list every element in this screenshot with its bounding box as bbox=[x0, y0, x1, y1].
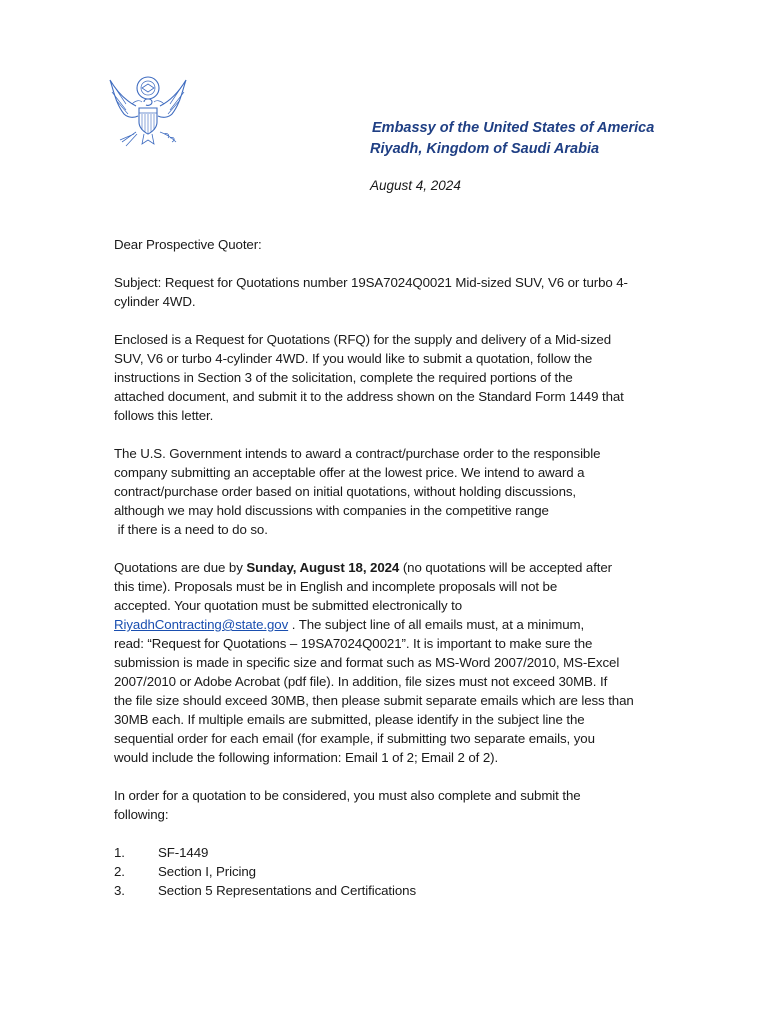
requirements-intro: In order for a quotation to be considered, you must also complete and submit the following: bbox=[114, 788, 581, 822]
subject-paragraph: Subject: Request for Quotations number 19SA7024Q0021 Mid-sized SUV, V6 or turbo 4- cylinder 4WD. bbox=[114, 275, 628, 309]
letterhead bbox=[372, 118, 654, 160]
list-item: 1. SF-1449 bbox=[114, 845, 209, 860]
salutation: Dear Prospective Quoter: bbox=[114, 237, 262, 252]
contracting-email-link[interactable]: RiyadhContracting@state.gov bbox=[114, 617, 289, 632]
rfq-intro-paragraph: Enclosed is a Request for Quotations (RFQ) for the supply and delivery of a Mid-sized SUV, V6 or turbo 4-cylinder 4WD. If you would like to submit a quotation, follow the instructions in Section 3 of the solicitation, complete the required portions of the attached document, and submit it to the address shown on the Standard Form 1449 that follows this letter. bbox=[114, 332, 624, 423]
due-date: Sunday, August 18, 2024 bbox=[246, 560, 400, 575]
us-great-seal-icon bbox=[106, 70, 190, 154]
embassy-name: Embassy of the United States of America bbox=[372, 120, 655, 136]
letter-body bbox=[114, 235, 674, 900]
submission-paragraph: Quotations are due by Sunday, August 18, 2024 (no quotations will be accepted after this time). Proposals must be in English and incomplete proposals will not be accepted. Your quotation must be submitted electronically to RiyadhContracting@state.gov . The subject line of all emails must, at a minimum, read: “Request for Quotations – 19SA7024Q0021”. It is important to make sure the submission is made in specific size and format such as MS-Word 2007/2010, MS-Excel 2007/2010 or Adobe Acrobat (pdf file). In addition, file sizes must not exceed 30MB. If the file size should exceed 30MB, then please submit separate emails which are less than 30MB each. If multiple emails are submitted, please identify in the subject line the sequential order for each email (for example, if submitting two separate emails, you would include the following information: Email 1 of 2; Email 2 of 2). bbox=[114, 560, 634, 765]
requirements-list bbox=[114, 843, 674, 900]
embassy-location: Riyadh, Kingdom of Saudi Arabia bbox=[370, 141, 600, 157]
letter-date: August 4, 2024 bbox=[370, 178, 461, 193]
list-item: 3. Section 5 Representations and Certifications bbox=[114, 883, 416, 898]
list-item: 2. Section I, Pricing bbox=[114, 864, 256, 879]
award-paragraph: The U.S. Government intends to award a contract/purchase order to the responsible company submitting an acceptable offer at the lowest price. We intend to award a contract/purchase order based on initial quotations, without holding discussions, although we may hold discussions with companies in the competitive range if there is a need to do so. bbox=[114, 446, 601, 537]
